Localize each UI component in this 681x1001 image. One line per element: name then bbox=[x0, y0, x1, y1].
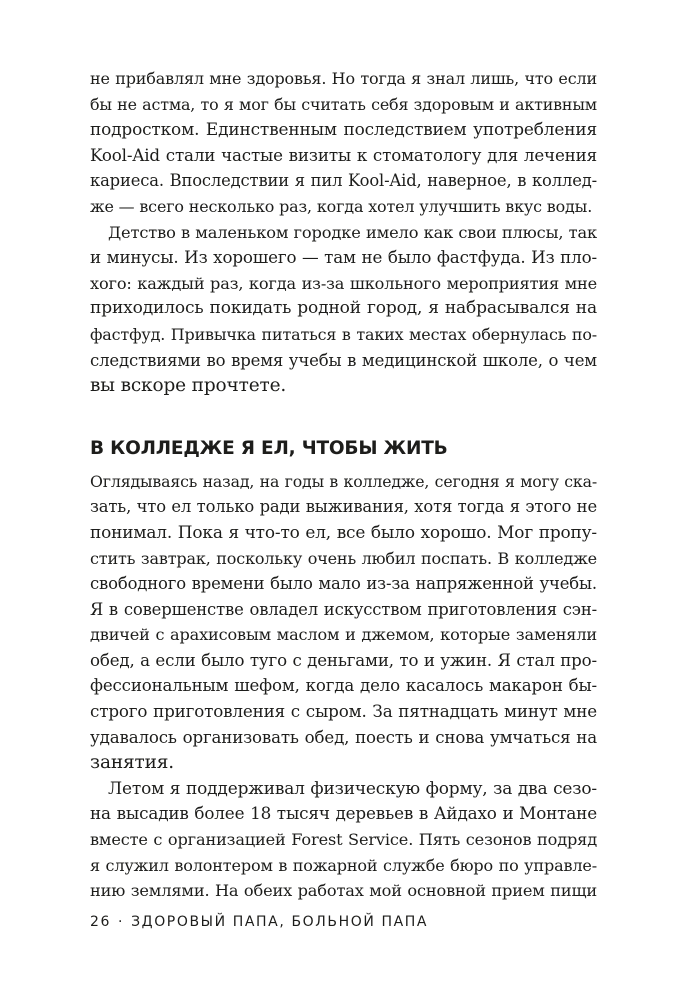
text-line: строго приготовления с сыром. За пятнадцать минут мне bbox=[90, 701, 597, 722]
text-line: приходилось покидать родной город, я набрасывался на bbox=[90, 298, 597, 319]
running-title: ЗДОРОВЫЙ ПАПА, БОЛЬНОЙ ПАПА bbox=[131, 914, 429, 930]
paragraph bbox=[90, 220, 597, 399]
page-number: 26 bbox=[90, 914, 112, 930]
text-line: Я в совершенстве овладел искусством приготовления сэн- bbox=[90, 599, 597, 619]
page-body bbox=[90, 66, 597, 904]
text-line: удавалось организовать обед, поесть и снова умчаться на bbox=[90, 727, 597, 747]
paragraph bbox=[90, 776, 597, 904]
text-line: не прибавлял мне здоровья. Но тогда я знал лишь, что если bbox=[90, 69, 597, 88]
text-line: фастфуд. Привычка питаться в таких местах обернулась по- bbox=[90, 324, 597, 344]
page-footer bbox=[90, 914, 428, 930]
paragraph bbox=[90, 469, 597, 776]
text-line: зать, что ел только ради выживания, хотя тогда я этого не bbox=[90, 497, 597, 517]
text-line: двичей с арахисовым маслом и джемом, которые заменяли bbox=[90, 625, 597, 645]
text-line: я служил волонтером в пожарной службе бюро по управле- bbox=[90, 855, 597, 875]
text-line: обед, а если было туго с деньгами, то и ужин. Я стал про- bbox=[90, 650, 597, 670]
text-line: на высадив более 18 тысяч деревьев в Айдахо и Монтане bbox=[90, 803, 597, 824]
text-line: кариеса. Впоследствии я пил Kool-Aid, наверное, в коллед- bbox=[90, 171, 597, 191]
text-line: понимал. Пока я что-то ел, все было хорошо. Мог пропу- bbox=[90, 521, 597, 542]
text-line: фессиональным шефом, когда дело касалось макарон бы- bbox=[90, 676, 597, 696]
text-line: занятия. bbox=[90, 752, 175, 774]
text-line: же — всего несколько раз, когда хотел улучшить вкус воды. bbox=[90, 196, 593, 216]
text-line: бы не астма, то я мог бы считать себя здоровым и активным bbox=[90, 94, 597, 114]
text-line: нию землями. На обеих работах мой основной прием пищи bbox=[90, 881, 597, 901]
text-line: вы вскоре прочтете. bbox=[90, 375, 287, 397]
text-line: стить завтрак, поскольку очень любил поспать. В колледже bbox=[90, 548, 597, 568]
footer-separator: · bbox=[118, 914, 125, 930]
text-line: свободного времени было мало из-за напряженной учебы. bbox=[90, 574, 597, 594]
text-line: следствиями во время учебы в медицинской школе, о чем bbox=[90, 350, 597, 370]
text-line: Kool-Aid стали частые визиты к стоматологу для лечения bbox=[90, 144, 597, 165]
text-line: и минусы. Из хорошего — там не было фастфуда. Из пло- bbox=[90, 247, 597, 268]
text-line: вместе с организацией Forest Service. Пять сезонов подряд bbox=[90, 830, 597, 850]
text-line: подростком. Единственным последствием употребления bbox=[90, 119, 597, 140]
paragraph bbox=[90, 66, 597, 220]
text-line: Летом я поддерживал физическую форму, за два сезо- bbox=[108, 777, 597, 798]
section-heading: В КОЛЛЕДЖЕ Я ЕЛ, ЧТОБЫ ЖИТЬ bbox=[90, 437, 448, 459]
text-line: Оглядываясь назад, на годы в колледже, сегодня я могу ска- bbox=[90, 471, 597, 491]
text-line: хого: каждый раз, когда из-за школьного мероприятия мне bbox=[90, 273, 597, 293]
text-line: Детство в маленьком городке имело как свои плюсы, так bbox=[108, 222, 597, 242]
